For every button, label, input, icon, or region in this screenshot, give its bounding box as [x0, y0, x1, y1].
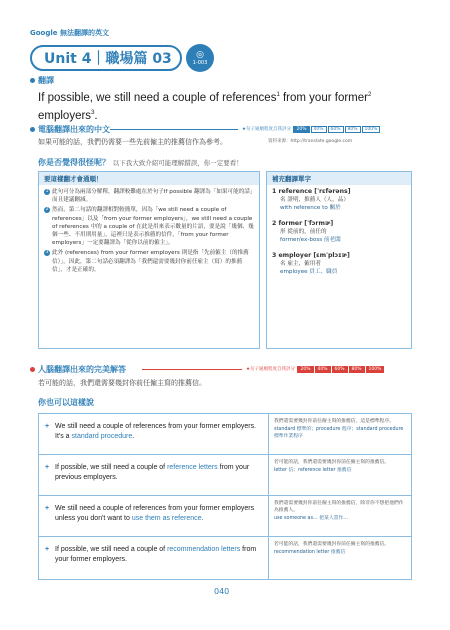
alternative-row — [39, 414, 411, 455]
footnote-marker: 1 — [276, 92, 280, 98]
score-chip[interactable]: 20% — [297, 366, 313, 373]
alt-highlight: standard procedure — [71, 433, 133, 440]
bullet-icon — [30, 127, 35, 132]
alternative-english — [39, 414, 269, 454]
alternatives-heading: 你也可以這樣說 — [38, 398, 94, 407]
bullet-icon — [30, 78, 35, 83]
sentence-part: If possible, we still need a couple of references — [38, 91, 277, 104]
alt-translation: 若可能的話，我們還需要幾封你前任僱主寫的推薦信。 — [274, 542, 390, 547]
vocab-pos: 名 — [280, 261, 286, 267]
note-text: 此外 (references) from your former employers 則是指「先前僱主（的推薦信）」，因此，第二句話必須翻譯為「我們還需要幾封你前任雇主（寫）的推薦信」，才是正確的。 — [52, 250, 249, 273]
alternative-chinese — [269, 537, 411, 579]
vocab-headword: employer [ɛmˈplɔɪɚ] — [278, 252, 350, 259]
vocab-example: former/ex-boss 前老闆 — [280, 237, 341, 243]
note-item — [44, 188, 254, 204]
vocab-item — [272, 188, 406, 212]
self-score-scale — [242, 126, 380, 133]
vocab-item — [272, 220, 406, 244]
note-text: 然而，第二句話的翻譯相對較簡單，因為「we still need a couple of references」以及「from your former employers」，we still need a couple of references 中的 a couple of 在此是用來表示數量的片語，要是說「幾個、幾個一些、不用則用量」，這裡只是表示推薦的信件，「from your former employers」一定要翻譯為「從你以前的僱主」。 — [52, 207, 254, 247]
vocab-headword: former [ˈfɔrmɚ] — [278, 220, 334, 227]
book-series-title: Google 無法翻譯的英文 — [30, 29, 109, 37]
score-chip[interactable]: 40% — [311, 126, 327, 133]
alt-text: We still need a couple of references from your former employers. It's a — [55, 423, 257, 440]
score-chip[interactable]: 60% — [328, 126, 344, 133]
note-number: 1 — [45, 189, 49, 194]
translate-section-label: 翻譯 — [38, 76, 54, 85]
alt-text: from your former employers. — [55, 546, 257, 563]
plus-icon: + — [45, 423, 50, 430]
alternative-chinese — [269, 455, 411, 495]
note-number: 2 — [45, 207, 49, 213]
vocab-meaning: 證明，推薦人（人，品） — [287, 197, 349, 203]
score-chip[interactable]: 60% — [332, 366, 348, 373]
alternative-row — [39, 537, 411, 579]
vocab-box-title: 補充翻譯單字 — [267, 172, 411, 185]
question-heading — [38, 157, 243, 168]
plus-icon: + — [45, 546, 50, 553]
vocab-number: 3 — [272, 252, 277, 259]
human-translation-text: 若可能的話，我們還需要幾封你前任僱主寫的推薦信。 — [38, 379, 206, 387]
plus-icon: + — [45, 505, 50, 512]
score-chip[interactable]: 100% — [366, 366, 385, 373]
audio-icon: ◎ — [196, 49, 204, 60]
alternative-chinese — [269, 414, 411, 454]
source-sentence — [38, 88, 418, 124]
self-score-scale — [246, 366, 384, 373]
score-chip[interactable]: 80% — [349, 366, 365, 373]
score-label: ★句子通順程度自我評分 — [246, 367, 296, 372]
vocab-pos: 名 — [280, 197, 286, 203]
audio-track-number: 1-003 — [192, 59, 208, 66]
vocab-box-body — [267, 185, 411, 287]
alt-text: from your previous employers. — [55, 464, 250, 481]
vocab-number: 1 — [272, 188, 277, 195]
alt-highlight: reference letters — [167, 464, 218, 471]
note-item — [44, 206, 254, 247]
vocab-example: with reference to 關於 — [280, 205, 341, 211]
notes-box-title: 要這樣翻才會通順！ — [39, 172, 259, 185]
note-number: 3 — [45, 250, 49, 256]
audio-track-badge[interactable] — [186, 44, 214, 72]
source-credit: 資料來源：http://translate.google.com — [268, 139, 353, 144]
alt-vocab-note: recommendation letter 推薦信 — [274, 550, 346, 555]
notes-box — [38, 171, 260, 349]
bullet-icon — [30, 367, 35, 372]
alt-vocab-note: standard 標準的；procedure 程序；standard procedure 標準作業程序 — [274, 427, 404, 439]
note-item — [44, 249, 254, 274]
score-chip[interactable]: 40% — [315, 366, 331, 373]
human-translation-label: 人腦翻譯出來的完美解答 — [38, 365, 126, 374]
alternative-chinese — [269, 496, 411, 536]
page-number: 040 — [214, 587, 230, 596]
unit-title-bar — [30, 45, 182, 71]
alt-text: We still need a couple of references from your former employers unless you don't want to — [55, 505, 255, 522]
question-main: 你是否覺得很怪呢？ — [38, 158, 110, 167]
alternatives-table — [38, 413, 412, 580]
sentence-part: . — [94, 109, 98, 122]
section-rule — [142, 369, 242, 370]
score-chip[interactable]: 20% — [293, 126, 309, 133]
alt-text: If possible, we still need a couple of — [55, 464, 168, 471]
vocab-box — [266, 171, 412, 349]
notes-box-body — [39, 185, 259, 279]
alt-translation: 我們還需要幾封你前任僱主寫的推薦信，除非你不想把他們作為推薦人。 — [274, 501, 404, 513]
vocab-example: employee 員工、職員 — [280, 269, 338, 275]
sentence-part: employers — [38, 109, 92, 122]
alternative-english — [39, 496, 269, 536]
unit-title: Unit 4｜職場篇 03 — [44, 51, 172, 67]
plus-icon: + — [45, 464, 50, 471]
vocab-item — [272, 252, 406, 276]
alt-text: . — [132, 433, 135, 440]
alt-vocab-note: use someone as… 把某人當作… — [274, 516, 349, 521]
google-translation-text: 如果可能的話，我們仍需要一些先前僱主的推薦信作為參考。 — [38, 138, 227, 146]
alternative-row — [39, 496, 411, 537]
alternative-english — [39, 455, 269, 495]
vocab-pos: 形 — [280, 229, 286, 235]
footnote-marker: 2 — [367, 92, 372, 98]
footnote-marker: 3 — [91, 109, 95, 116]
alternative-english — [39, 537, 269, 579]
alt-highlight: use them as reference — [131, 515, 202, 522]
section-rule — [110, 129, 238, 130]
vocab-number: 2 — [272, 220, 277, 227]
sentence-part: from your former — [279, 91, 368, 104]
question-sub: 以下我大致介紹可能理解錯誤，你一定要看！ — [112, 159, 243, 167]
vocab-meaning: 從前的，前任的 — [287, 229, 327, 235]
alt-translation: 我們還需要幾封你前任僱主寫的推薦信，這是標準程序。 — [274, 419, 394, 424]
alt-vocab-note: letter 信；reference letter 推薦信 — [274, 468, 352, 473]
alt-text: If possible, we still need a couple of — [55, 546, 168, 553]
score-label: ★句子通順程度自我評分 — [242, 127, 292, 132]
note-text: 此句可分為兩部分解釋，翻譯較難處在於句子If possible 翻譯為「如果可能的話」而且建議刪減。 — [52, 189, 253, 204]
alternative-row — [39, 455, 411, 496]
alt-translation: 若可能的話，我們還需要幾封你前任僱主寫的推薦信。 — [274, 460, 390, 465]
google-translation-label: 電腦翻譯出來的中文 — [38, 125, 110, 134]
score-chip[interactable]: 80% — [345, 126, 361, 133]
score-chip[interactable]: 100% — [362, 126, 381, 133]
alt-highlight: recommendation letters — [167, 546, 241, 553]
vocab-headword: reference [ˈrɛfərəns] — [278, 188, 351, 195]
alt-text: . — [201, 515, 204, 522]
vocab-meaning: 雇主，僱用者 — [287, 261, 321, 267]
